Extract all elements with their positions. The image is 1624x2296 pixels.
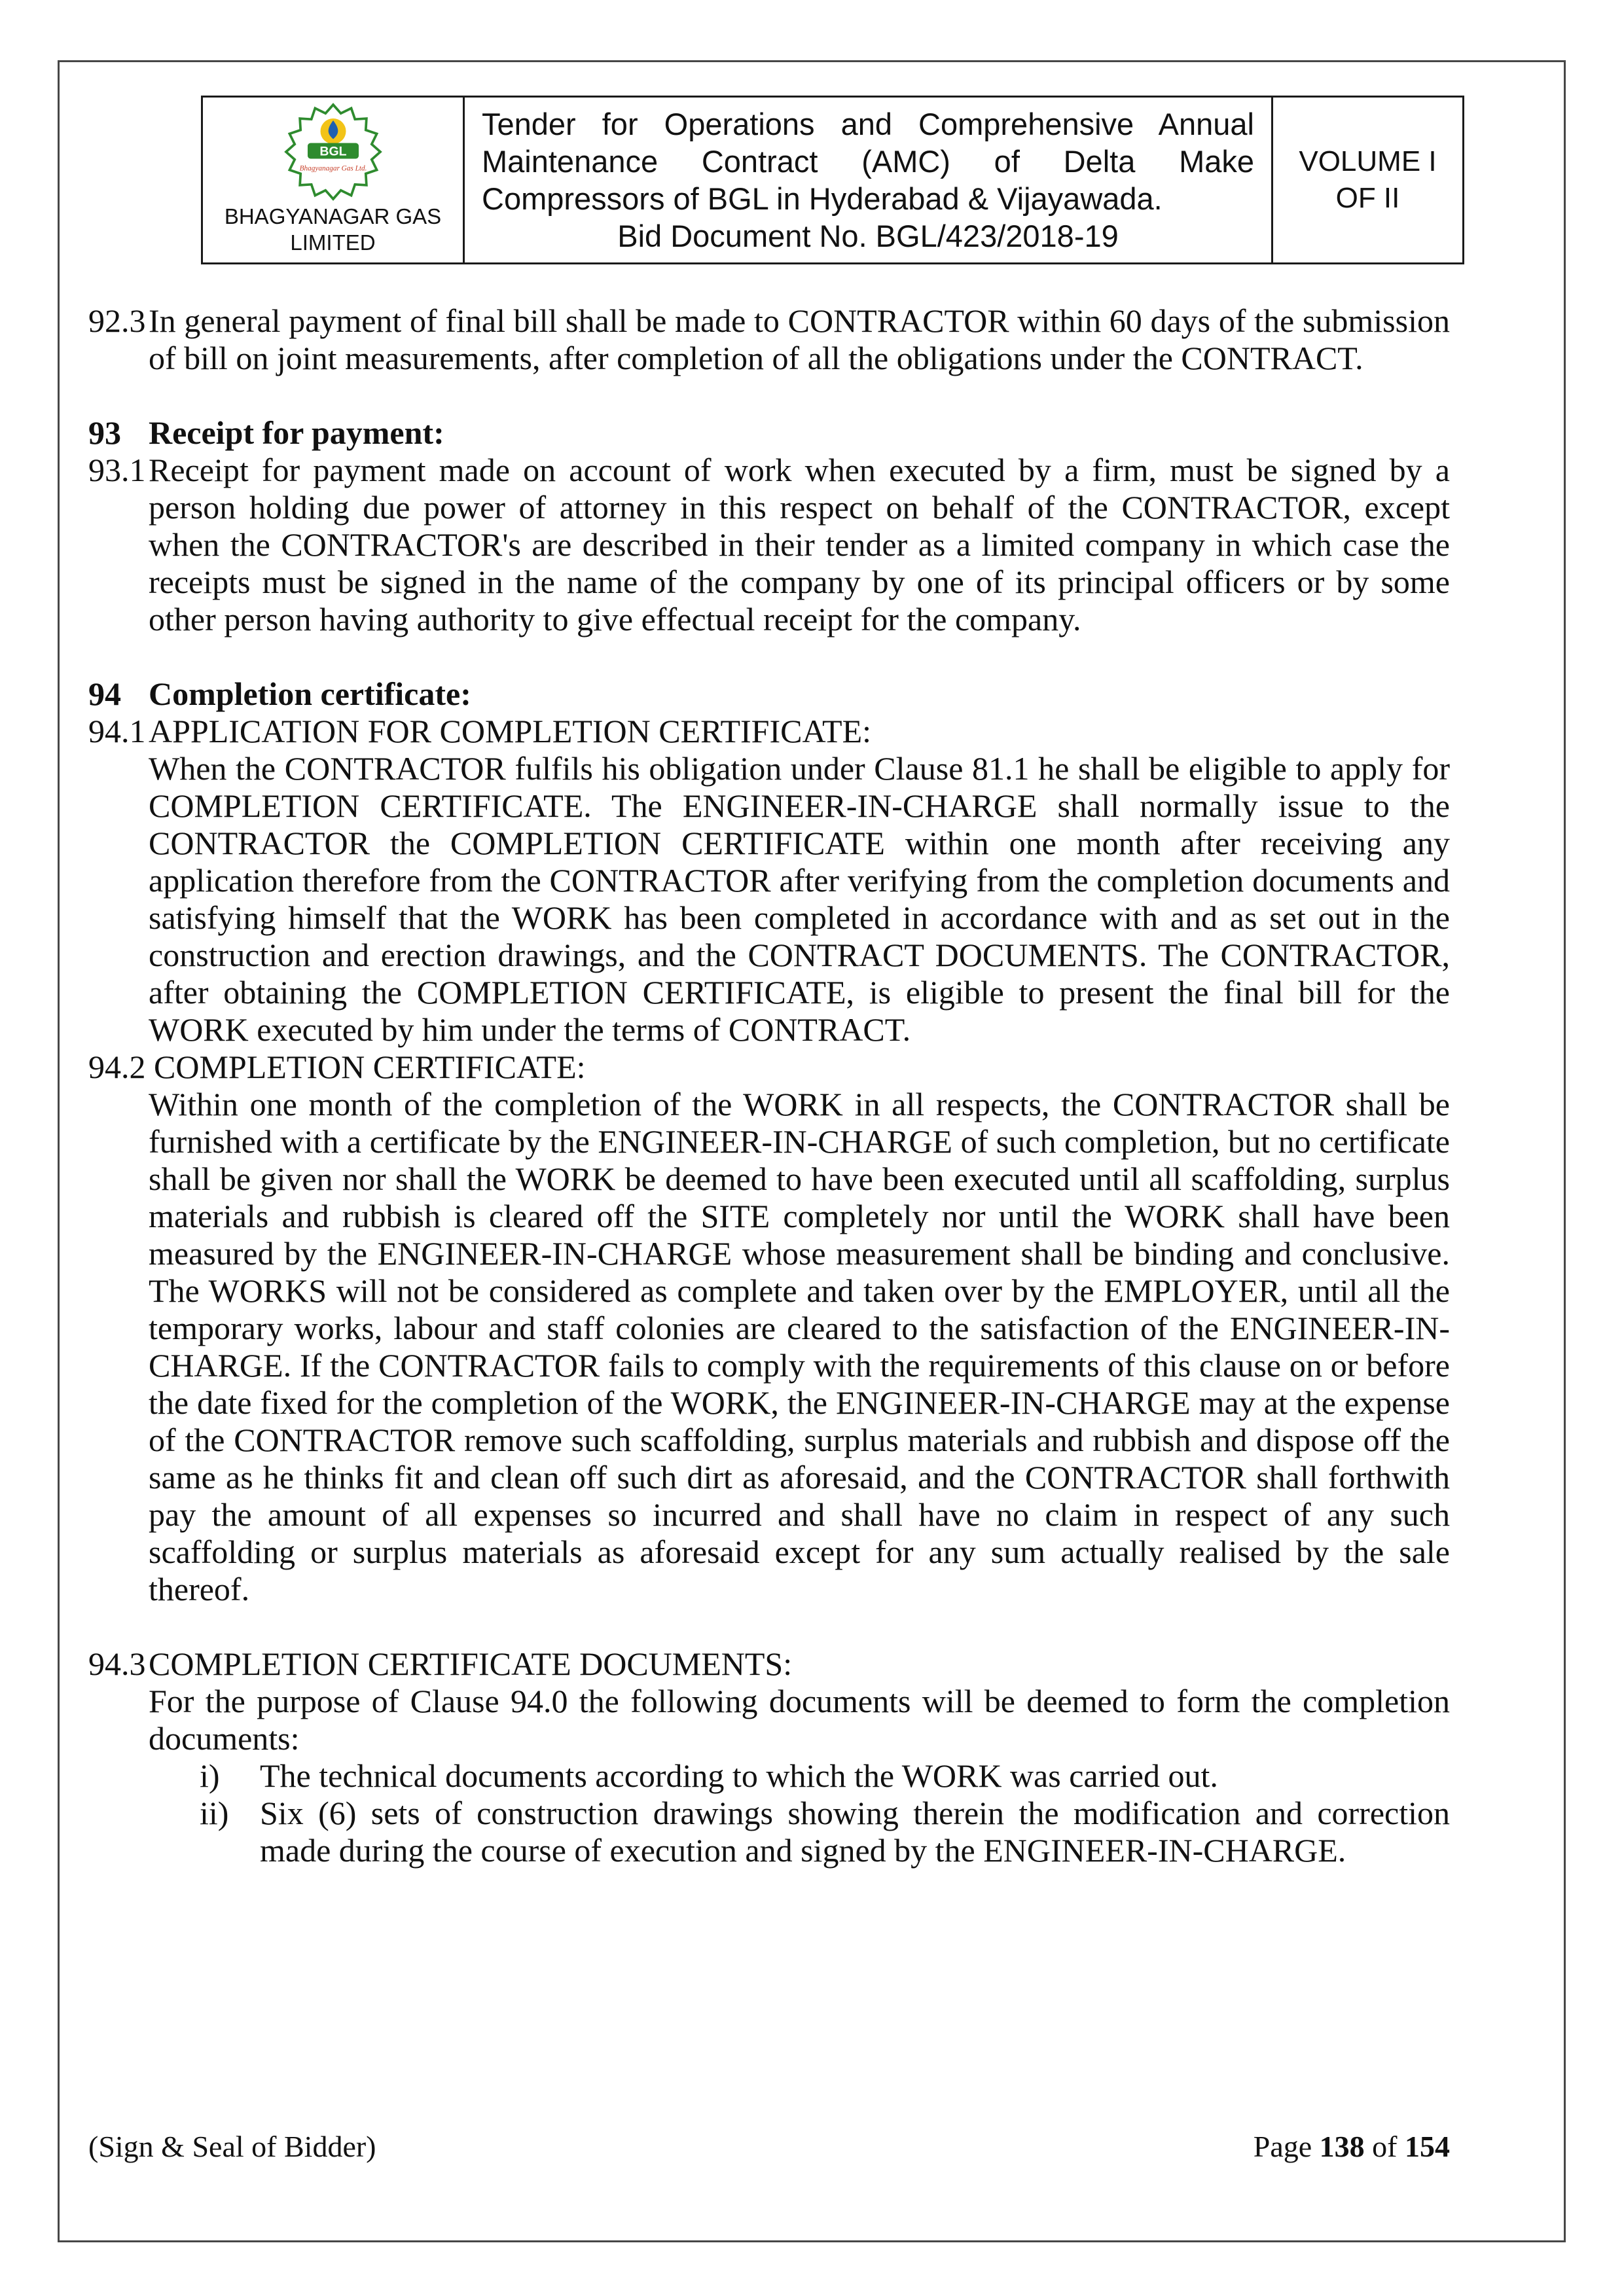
volume-line-1: VOLUME I xyxy=(1299,145,1437,177)
clause-94-2-heading: COMPLETION CERTIFICATE: xyxy=(154,1049,586,1085)
logo-acronym: BGL xyxy=(319,144,347,159)
clause-93-1 xyxy=(88,452,1450,638)
page-word: Page xyxy=(1253,2130,1312,2163)
completion-doc-item-2 xyxy=(200,1795,1450,1869)
clause-94-2-heading-row xyxy=(88,1049,1450,1086)
clause-94-heading-row xyxy=(88,675,1450,713)
clause-92-3 xyxy=(88,302,1450,377)
page-content xyxy=(88,96,1450,1869)
clause-94-1-body xyxy=(149,713,1450,1049)
page-number: 138 xyxy=(1319,2130,1365,2163)
clause-94-1 xyxy=(88,713,1450,1049)
clause-94-3 xyxy=(88,1645,1450,1869)
item-2-text: Six (6) sets of construction drawings showing therein the modification and correction made during the course of execution and signed by the ENGINEER-IN-CHARGE. xyxy=(260,1795,1450,1869)
clause-94-3-body xyxy=(149,1645,1450,1869)
clause-94-2 xyxy=(88,1049,1450,1608)
bid-document-number: Bid Document No. BGL/423/2018-19 xyxy=(617,219,1119,253)
title-cell xyxy=(465,98,1271,262)
clause-94-heading: Completion certificate: xyxy=(149,675,471,712)
clause-94-1-number: 94.1 xyxy=(88,713,146,749)
clause-92-3-text: In general payment of final bill shall be made to CONTRACTOR within 60 days of the submission of bill on joint measurements, after completion of all the obligations under the CONTRACT. xyxy=(149,302,1450,376)
item-2-marker: ii) xyxy=(200,1795,229,1831)
clause-94-3-text: For the purpose of Clause 94.0 the following documents will be deemed to form the completion documents: xyxy=(149,1683,1450,1757)
clause-93-number: 93 xyxy=(88,414,121,451)
clause-93-heading: Receipt for payment: xyxy=(149,414,444,451)
volume-line-2: OF II xyxy=(1335,182,1400,214)
clause-93-heading-row xyxy=(88,414,1450,452)
clause-94-2-text: Within one month of the completion of the WORK in all respects, the CONTRACTOR shall be furnished with a certificate by the ENGINEER-IN-CHARGE of such completion, but no certificate shall be given nor shall the WORK be deemed to have been executed until all scaffolding, surplus materials and rubbish is cleared off the SITE completely nor until the WORK shall have been measured by the ENGINEER-IN-CHARGE whose measurement shall be binding and conclusive. The WORKS will not be considered as complete and taken over by the EMPLOYER, until all the temporary works, labour and staff colonies are cleared to the satisfaction of the ENGINEER-IN-CHARGE. If the CONTRACTOR fails to comply with the requirements of this clause on or before the date fixed for the completion of the WORK, the ENGINEER-IN-CHARGE may at the expense of the CONTRACTOR remove such scaffolding, surplus materials and rubbish and dispose off the same as he thinks fit and clean off such dirt as aforesaid, and the CONTRACTOR shall forthwith pay the amount of all expenses so incurred and shall have no claim in respect of any such scaffolding or surplus materials as aforesaid except for any sum actually realised by the sale thereof. xyxy=(149,1086,1450,1607)
volume-cell xyxy=(1271,98,1462,262)
clause-94-number: 94 xyxy=(88,675,121,712)
document-body xyxy=(88,302,1450,1869)
clause-94-1-text: When the CONTRACTOR fulfils his obligation under Clause 81.1 he shall be eligible to apply for COMPLETION CERTIFICATE. The ENGINEER-IN-CHARGE shall normally issue to the CONTRACTOR the COMPLETION CERTIFICATE within one month after receiving any application therefore from the CONTRACTOR after verifying from the completion documents and satisfying himself that the WORK has been completed in accordance with and as set out in the construction and erection drawings, and the CONTRACT DOCUMENTS. The CONTRACTOR, after obtaining the COMPLETION CERTIFICATE, is eligible to present the final bill for the WORK executed by him under the terms of CONTRACT. xyxy=(149,750,1450,1048)
page-indicator xyxy=(1254,2128,1450,2165)
completion-doc-item-1 xyxy=(200,1757,1450,1795)
clause-93-1-number: 93.1 xyxy=(88,452,146,488)
header-table xyxy=(201,96,1464,264)
logo-tagline: Bhagyanagar Gas Ltd. xyxy=(299,164,367,173)
clause-93-1-text: Receipt for payment made on account of work when executed by a firm, must be signed by a person holding due power of attorney in this respect on behalf of the CONTRACTOR, except when the CONTRACTOR's are described in their tender as a limited company in which case the receipts must be signed in the name of the company by one of its principal officers or by some other person having authority to give effectual receipt for the company. xyxy=(149,452,1450,637)
company-name: BHAGYANAGAR GAS LIMITED xyxy=(224,204,442,255)
logo-cell xyxy=(203,98,465,262)
clause-94-3-number: 94.3 xyxy=(88,1645,146,1682)
item-1-text: The technical documents according to which the WORK was carried out. xyxy=(260,1757,1218,1794)
page-footer xyxy=(88,2128,1450,2165)
sign-seal-note: (Sign & Seal of Bidder) xyxy=(88,2130,376,2163)
clause-94-2-number: 94.2 xyxy=(88,1049,146,1085)
document-title: Tender for Operations and Comprehensive Annual Maintenance Contract (AMC) of Delta Make Compressors of BGL in Hyderabad & Vijayawada. xyxy=(482,107,1254,216)
page-total: 154 xyxy=(1405,2130,1450,2163)
bgl-logo-icon xyxy=(284,103,382,201)
item-1-marker: i) xyxy=(200,1757,220,1794)
clause-94-3-subheading: COMPLETION CERTIFICATE DOCUMENTS: xyxy=(149,1645,793,1682)
clause-92-3-number: 92.3 xyxy=(88,302,146,339)
of-word: of xyxy=(1372,2130,1398,2163)
clause-94-1-subheading: APPLICATION FOR COMPLETION CERTIFICATE: xyxy=(149,713,872,749)
